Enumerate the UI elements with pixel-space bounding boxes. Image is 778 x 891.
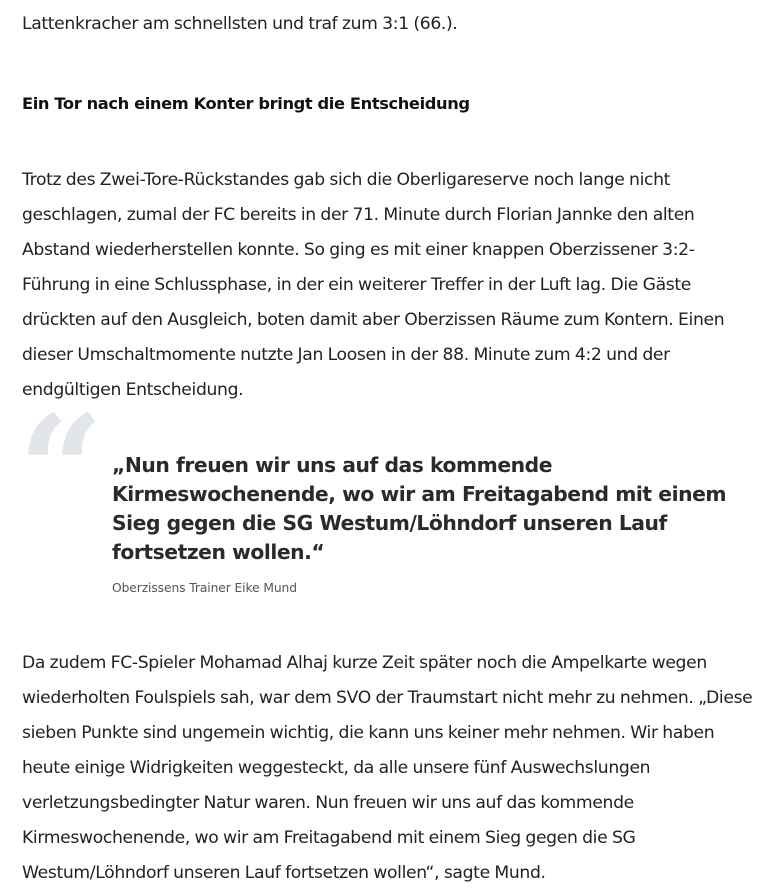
- paragraph-intro-end: Lattenkracher am schnellsten und traf zum 3:1 (66.).: [22, 14, 458, 34]
- paragraph-coach-statement: Da zudem FC-Spieler Mohamad Alhaj kurze Zeit später noch die Ampelkarte wegen wiederholten Foulspiels sah, war dem SVO der Traumstart nicht mehr zu nehmen. „Diese sieben Punkte sind ungemein wichtig, die kann uns keiner mehr nehmen. Wir haben heute einige Widrigkeiten weggesteckt, da alle unsere fünf Auswechslungen verletzungsbedingter Natur waren. Nun freuen wir uns auf das kommende Kirmeswochenende, wo wir am Freitagabend mit einem Sieg gegen die SG Westum/Löhndorf unseren Lauf fortsetzen wollen“, sagte Mund.: [22, 653, 753, 883]
- paragraph-counter-attack: Trotz des Zwei-Tore-Rückstandes gab sich die Oberligareserve noch lange nicht geschlagen, zumal der FC bereits in der 71. Minute durch Florian Jannke den alten Abstand wiederherstellen konnte. So ging es mit einer knappen Oberzissener 3:2-Führung in eine Schlussphase, in der ein weiterer Treffer in der Luft lag. Die Gäste drückten auf den Ausgleich, boten damit aber Oberzissen Räume zum Kontern. Einen dieser Umschaltmomente nutzte Jan Loosen in der 88. Minute zum 4:2 und der endgültigen Entscheidung.: [22, 170, 725, 400]
- section-subheading: Ein Tor nach einem Konter bringt die Entscheidung: [22, 94, 470, 113]
- pull-quote: [18, 383, 762, 630]
- pull-quote-text: „Nun freuen wir uns auf das kommende Kirmeswochenende, wo wir am Freitagabend mit einem Sieg gegen die SG Westum/Löhndorf unseren Lauf fortsetzen wollen.“: [112, 453, 727, 564]
- article-body: [18, 0, 762, 891]
- quote-mark-icon: “: [18, 383, 91, 559]
- pull-quote-source: Oberzissens Trainer Eike Mund: [112, 581, 297, 595]
